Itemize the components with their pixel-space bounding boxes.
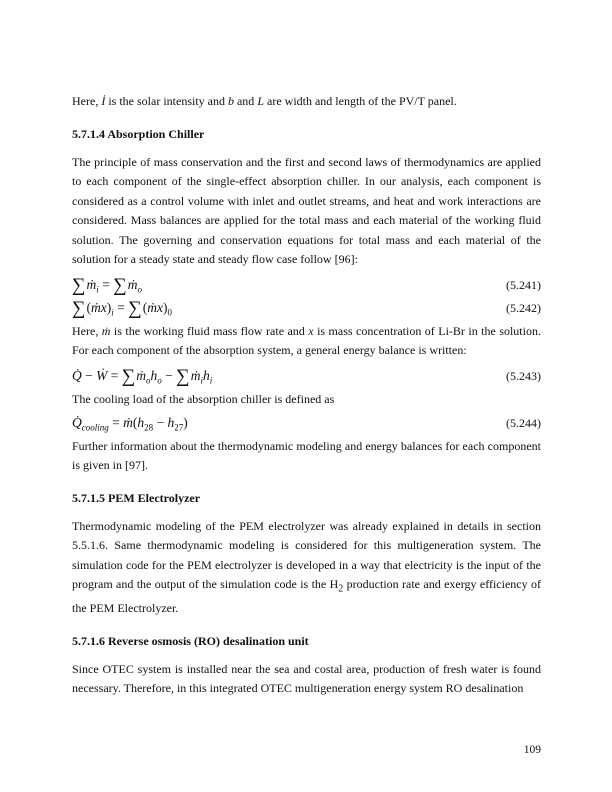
ro-paragraph-1: Since OTEC system is installed near the sea and costal area, production of fresh water is found necessary. Therefore, in this integrated OTEC multigeneration energy system RO desalination	[72, 661, 541, 696]
equation-5-241	[72, 276, 541, 295]
section-heading-absorption-chiller: 5.7.1.4 Absorption Chiller	[72, 126, 205, 141]
absorption-paragraph-1: The principle of mass conservation and the first and second laws of thermodynamics are applied to each component of the single-effect absorption chiller. In our analysis, each component is considered as a control volume with inlet and outlet streams, and heat and work interactions are considered. Mass balances are applied for the total mass and each material of the working fluid solution. The governing and conservation equations for total mass and each material of the solution for a steady state and steady flow case follow [96]:	[72, 154, 541, 266]
equation-5-243	[72, 367, 541, 386]
section-heading-pem-electrolyzer: 5.7.1.5 PEM Electrolyzer	[72, 490, 201, 505]
equation-5-244-number: (5.244)	[506, 416, 541, 431]
absorption-paragraph-2: Here, ṁ is the working fluid mass flow rate and x is mass concentration of Li-Br in the solution. For each component of the absorption system, a general energy balance is written:	[72, 323, 541, 357]
equation-5-242-number: (5.242)	[506, 300, 541, 315]
equation-5-244	[72, 415, 541, 433]
equation-5-241-number: (5.241)	[506, 277, 541, 292]
equation-5-242	[72, 299, 541, 318]
absorption-paragraph-3: The cooling load of the absorption chiller is defined as	[72, 391, 335, 406]
pem-paragraph-1: Thermodynamic modeling of the PEM electrolyzer was already explained in details in section 5.5.1.6. Same thermodynamic modeling is considered for this multigeneration system. The simulation code for the PEM electrolyzer is developed in a way that electricity is the input of the program and the output of the simulation code is the $H_2$ production rate and exergy efficiency of the PEM Electrolyzer.	[72, 518, 541, 616]
page-number: 109	[523, 744, 541, 756]
equation-5-244-expression: $Q̇_{cooling}$ = $ṁ(h_{28} - h_{27})$	[72, 415, 188, 433]
equation-5-242-expression: $\sum(ṁx)_i$ = $\sum(ṁx)_0$	[72, 297, 172, 319]
equation-5-241-expression: ∑ṁ$_i$ = ∑ṁ$_o$	[72, 274, 142, 296]
absorption-paragraph-4: Further information about the thermodynamic modeling and energy balances for each component is given in [97].	[72, 438, 541, 473]
equation-5-243-number: (5.243)	[506, 368, 541, 383]
intro-paragraph: Here, İ is the solar intensity and b and L are width and length of the PV/T panel.	[72, 94, 457, 108]
section-heading-ro-desalination: 5.7.1.6 Reverse osmosis (RO) desalination unit	[72, 633, 309, 648]
equation-5-243-expression: Q̇ − Ẇ = $\sum ṁ_oh_o$ − $\sum ṁ_ih_i$	[72, 365, 213, 387]
